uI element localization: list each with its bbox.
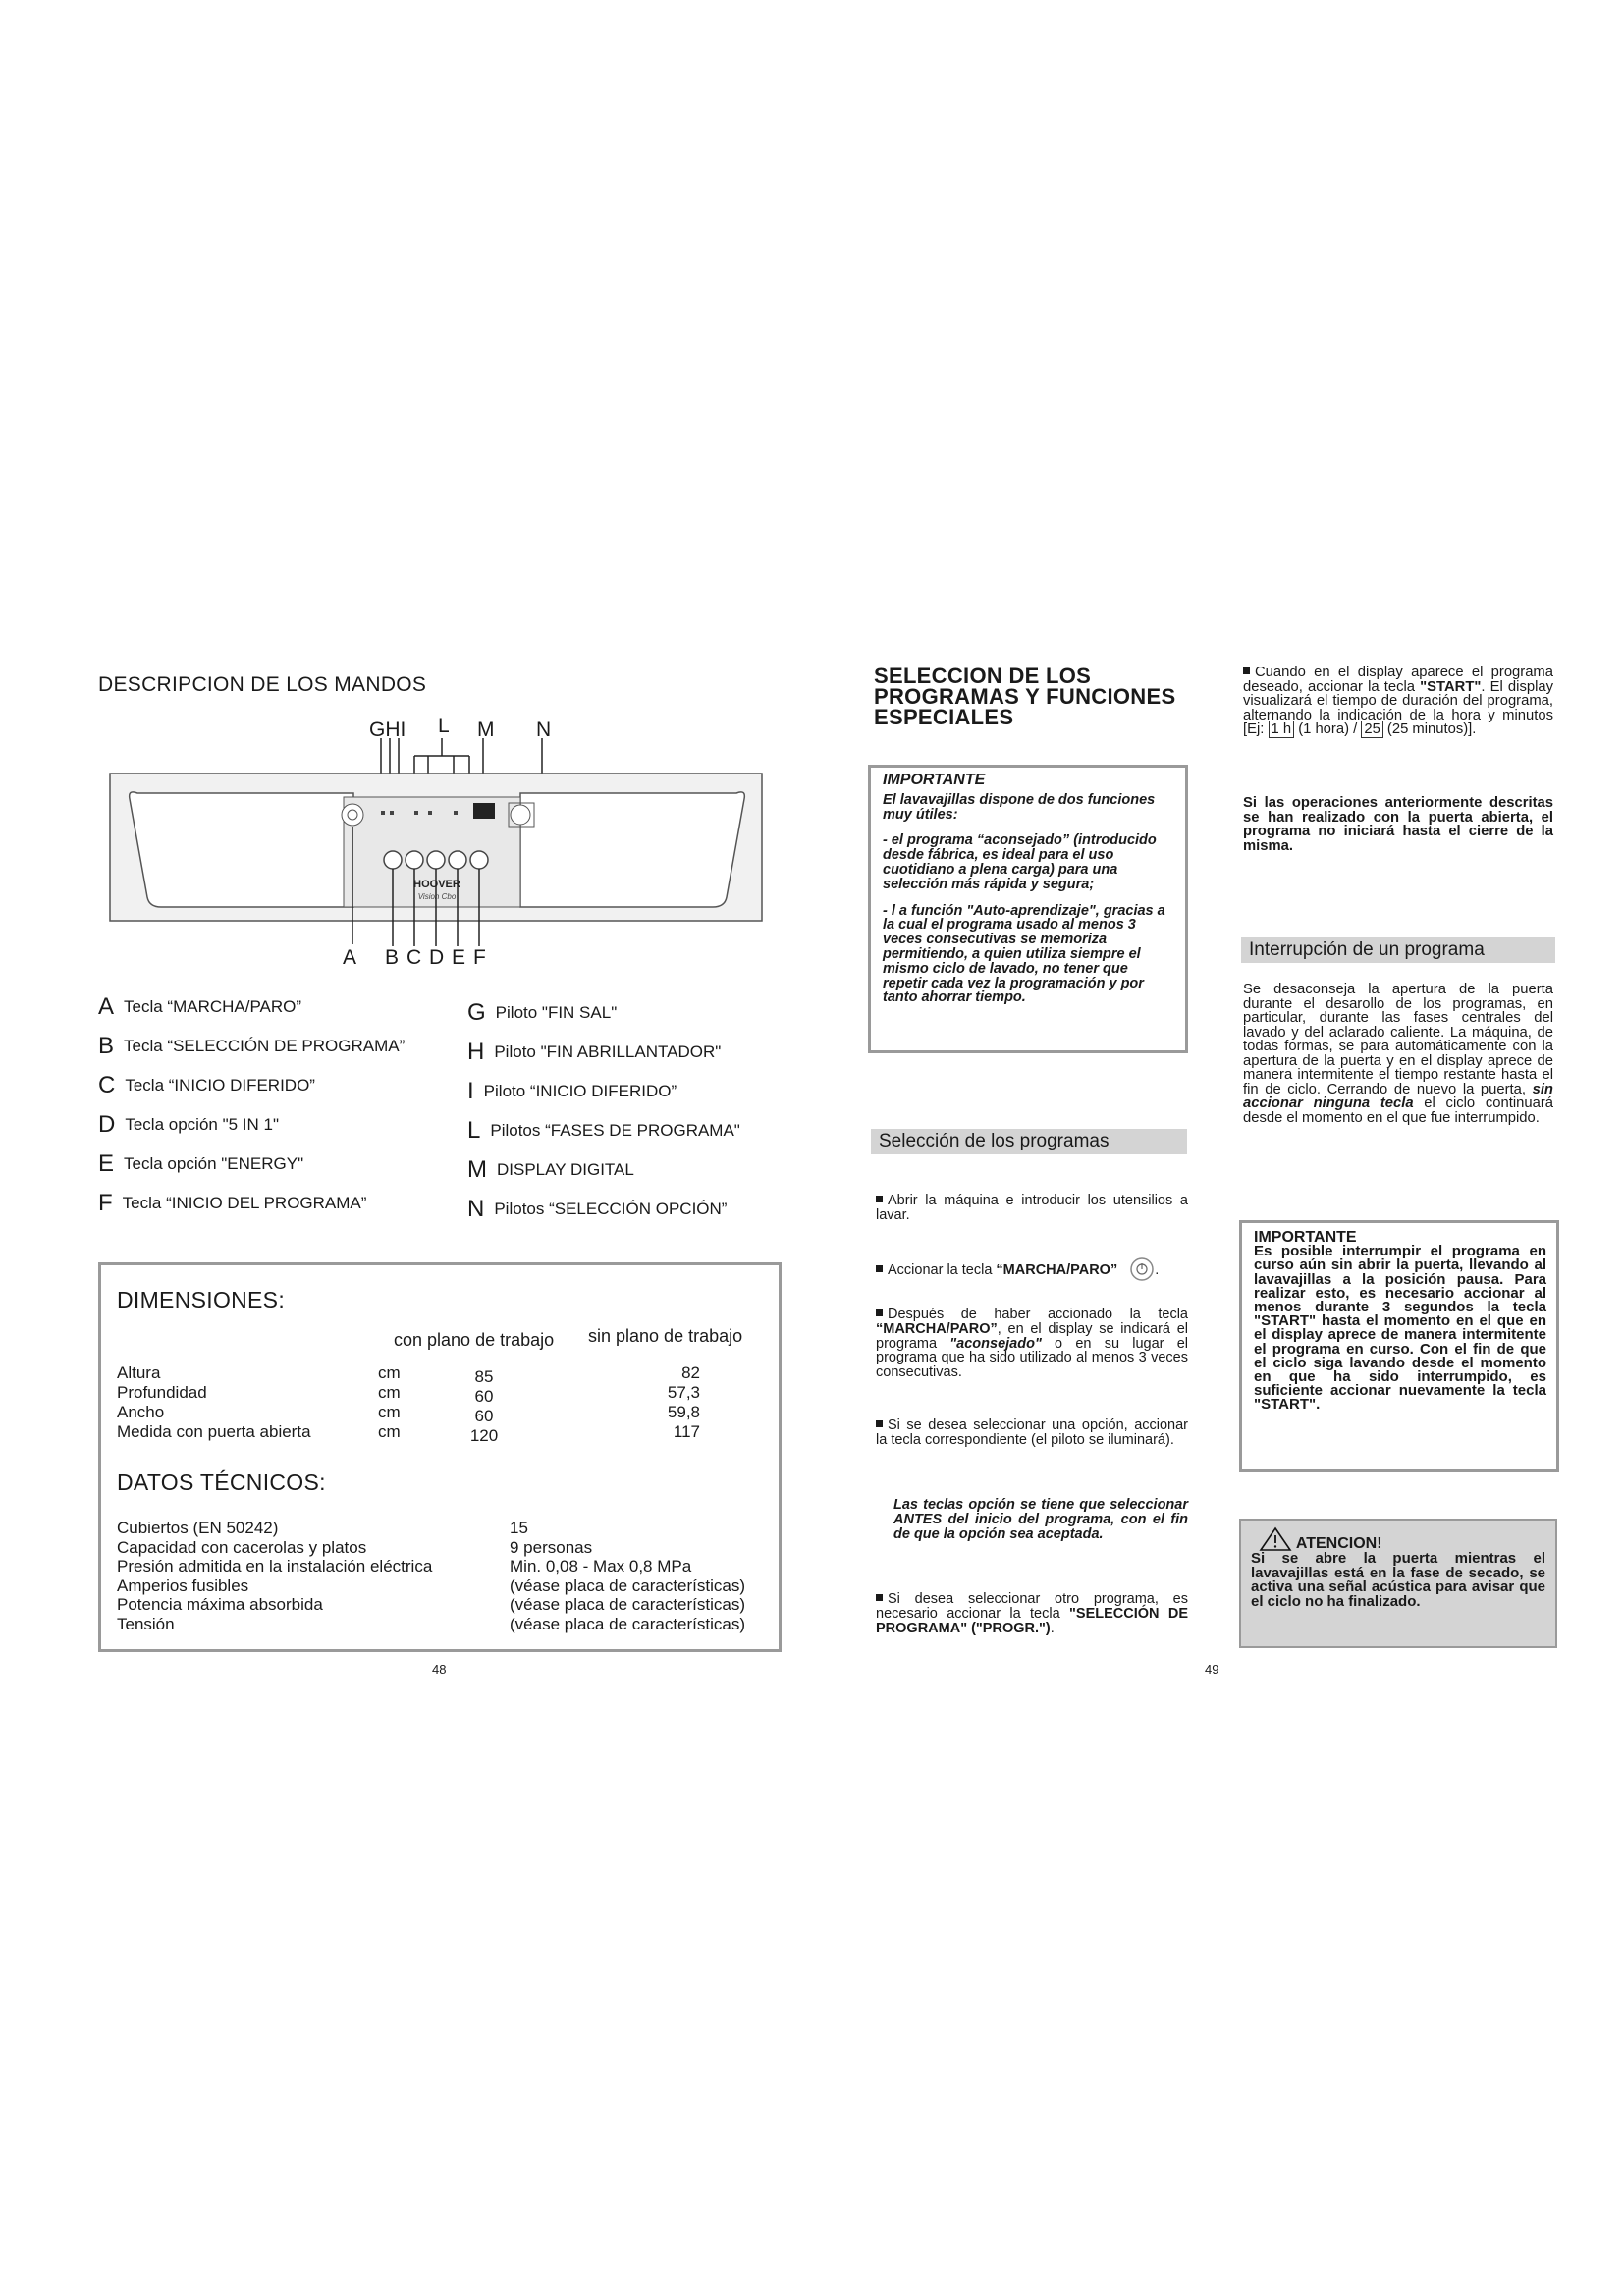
label-b: B xyxy=(385,946,400,969)
dimensions-box xyxy=(98,1262,782,1652)
bullet-icon xyxy=(876,1309,883,1316)
label-f: F xyxy=(473,946,486,969)
bullet-icon xyxy=(876,1196,883,1202)
important-1-heading: IMPORTANTE xyxy=(883,772,986,788)
section-header-program-selection: Selección de los programas xyxy=(871,1129,1187,1154)
dimensions-units: cm cm cm cm xyxy=(378,1363,401,1441)
legend-e: E Tecla opción "ENERGY" xyxy=(98,1150,304,1177)
page-number-48: 48 xyxy=(432,1662,447,1677)
selection-title: SELECCION DE LOS PROGRAMAS Y FUNCIONES ESPECIALES xyxy=(874,664,1176,729)
attention-text: Si se abre la puerta mientras el lavavajillas está en la fase de secado, se activa una señal acústica para avisar que el ciclo no ha finalizado. xyxy=(1251,1550,1545,1610)
attention-heading: ATENCION! xyxy=(1295,1535,1382,1552)
label-n: N xyxy=(536,719,552,741)
bullet-open-machine: Abrir la máquina e introducir los utensilios a lavar. xyxy=(876,1193,1188,1223)
dimensions-without: 82 57,3 59,8 117 xyxy=(667,1363,700,1441)
options-note: Las teclas opción se tiene que seleccionar ANTES del inicio del programa, con el fin de que la opción sea aceptada. xyxy=(893,1497,1188,1542)
legend-n: N Pilotos “SELECCIÓN OPCIÓN” xyxy=(467,1196,728,1222)
bullet-icon xyxy=(876,1420,883,1427)
bullet-recommended-program: Después de haber accionado la tecla “MARCHA/PARO”, en el display se indicará el programa "aconsejado" o en su lugar el programa que ha sido utilizado al menos 3 veces consecutivas. xyxy=(876,1307,1188,1381)
legend-h: H Piloto "FIN ABRILLANTADOR" xyxy=(467,1039,722,1065)
tech-values: 15 9 personas Min. 0,08 - Max 0,8 MPa (véase placa de características) (véase placa de características) (véase placa de características) xyxy=(510,1519,745,1633)
panel-brand: HOOVER xyxy=(413,879,460,890)
interrupt-text: Se desaconseja la apertura de la puerta durante el desarollo de los programas, en particular, durante las fases centrales del lavado y del aclarado caliente. La máquina, de todas formas, se para automáticamente con la apertura de la puerta y en el display aprece de manera intermitente el tiempo restante hasta el fin de ciclo. Cerrando de nuevo la puerta, sin accionar ninguna tecla el ciclo continuará desde el momento en el que fue interrumpido. xyxy=(1243,982,1553,1126)
important-box-2 xyxy=(1239,1220,1559,1472)
label-m: M xyxy=(477,719,495,741)
label-e: E xyxy=(452,946,466,969)
page-number-49: 49 xyxy=(1205,1662,1219,1677)
door-open-note: Si las operaciones anteriormente descritas se han realizado con la puerta abierta, el programa no iniciará hasta el cierre de la misma. xyxy=(1243,795,1553,854)
display-hours-example: 1 h xyxy=(1269,721,1295,738)
legend-a: A Tecla “MARCHA/PARO” xyxy=(98,993,302,1020)
legend-d: D Tecla opción "5 IN 1" xyxy=(98,1111,279,1138)
important-2-heading: IMPORTANTE xyxy=(1254,1229,1357,1246)
start-instructions: Cuando en el display aparece el programa deseado, accionar la tecla "START". El display visualizará el tiempo de duración del programa, alternando la indicación de la hora y minutos [Ej: 1 h (1 hora) / 25 (25 minutos)]. xyxy=(1243,665,1553,737)
warning-triangle-icon xyxy=(1259,1526,1292,1552)
important-1-autolearn: - l a función "Auto-aprendizaje", gracias a la cual el programa usado al menos 3 veces consecutivas se memoriza permitiendo, a quien utiliza siempre el mismo ciclo de lavado, no tener que repetir cada vez la programación y por tanto ahorrar tiempo. xyxy=(883,902,1165,1006)
panel-model: Vision Cbo xyxy=(417,892,457,901)
legend-g: G Piloto "FIN SAL" xyxy=(467,999,618,1026)
col-with-header: con plano de trabajo xyxy=(394,1330,555,1350)
label-l: L xyxy=(438,715,450,737)
legend-i: I Piloto “INICIO DIFERIDO” xyxy=(467,1078,677,1104)
bullet-icon xyxy=(876,1594,883,1601)
col-without-header: sin plano de trabajo xyxy=(588,1326,743,1346)
bullet-select-option: Si se desea seleccionar una opción, accionar la tecla correspondiente (el piloto se iluminará). xyxy=(876,1417,1188,1448)
legend-b: B Tecla “SELECCIÓN DE PROGRAMA” xyxy=(98,1033,406,1059)
important-1-intro: El lavavajillas dispone de dos funciones muy útiles: xyxy=(883,791,1156,823)
control-panel-diagram xyxy=(98,738,776,974)
display-minutes-example: 25 xyxy=(1361,721,1382,738)
legend-f: F Tecla “INICIO DEL PROGRAMA” xyxy=(98,1190,367,1216)
attention-heading-row xyxy=(1251,1526,1545,1552)
tech-labels: Cubiertos (EN 50242) Capacidad con cacerolas y platos Presión admitida en la instalación eléctrica Amperios fusibles Potencia máxima absorbida Tensión xyxy=(117,1519,433,1633)
section-header-interrupt: Interrupción de un programa xyxy=(1241,937,1555,963)
important-1-recommended: - el programa “aconsejado” (introducido desde fábrica, es ideal para el uso cuotidiano a plena carga) para una selección más rápida y segura; xyxy=(883,832,1157,892)
attention-box xyxy=(1239,1519,1557,1648)
label-ghi: GHI xyxy=(369,719,406,741)
legend-m: M DISPLAY DIGITAL xyxy=(467,1156,634,1183)
tech-title: DATOS TÉCNICOS: xyxy=(117,1469,326,1495)
dimensions-labels: Altura Profundidad Ancho Medida con puerta abierta xyxy=(117,1363,311,1441)
label-a: A xyxy=(343,946,357,969)
bullet-icon xyxy=(876,1265,883,1272)
bullet-other-program: Si desea seleccionar otro programa, es necesario accionar la tecla "SELECCIÓN DE PROGRAMA" ("PROGR."). xyxy=(876,1591,1188,1636)
power-button-icon xyxy=(1129,1256,1155,1282)
important-box-1 xyxy=(868,765,1188,1053)
dimensions-with: 85 60 60 120 xyxy=(469,1367,499,1445)
legend-l: L Pilotos “FASES DE PROGRAMA" xyxy=(467,1117,740,1144)
page-title-controls: DESCRIPCION DE LOS MANDOS xyxy=(98,673,427,696)
dimensions-title: DIMENSIONES: xyxy=(117,1287,286,1312)
legend-c: C Tecla “INICIO DIFERIDO” xyxy=(98,1072,315,1098)
label-c: C xyxy=(406,946,422,969)
bullet-icon xyxy=(1243,667,1250,674)
important-2-text: Es posible interrumpir el programa en curso aún sin abrir la puerta, llevando al lavavajillas a la posición pausa. Para realizar esto, es necesario accionar al menos durante 3 segundos la tecla "START" hasta el momento en el que en el display aprece de manera intermitente el programa en curso. Con el fin de que el ciclo siga lavando desde el momento en que ha sido interrumpido, es suficiente accionar nuevamente la tecla "START". xyxy=(1254,1243,1546,1414)
bullet-on-off: Accionar la tecla “MARCHA/PARO” . xyxy=(876,1256,1200,1282)
label-d: D xyxy=(429,946,445,969)
